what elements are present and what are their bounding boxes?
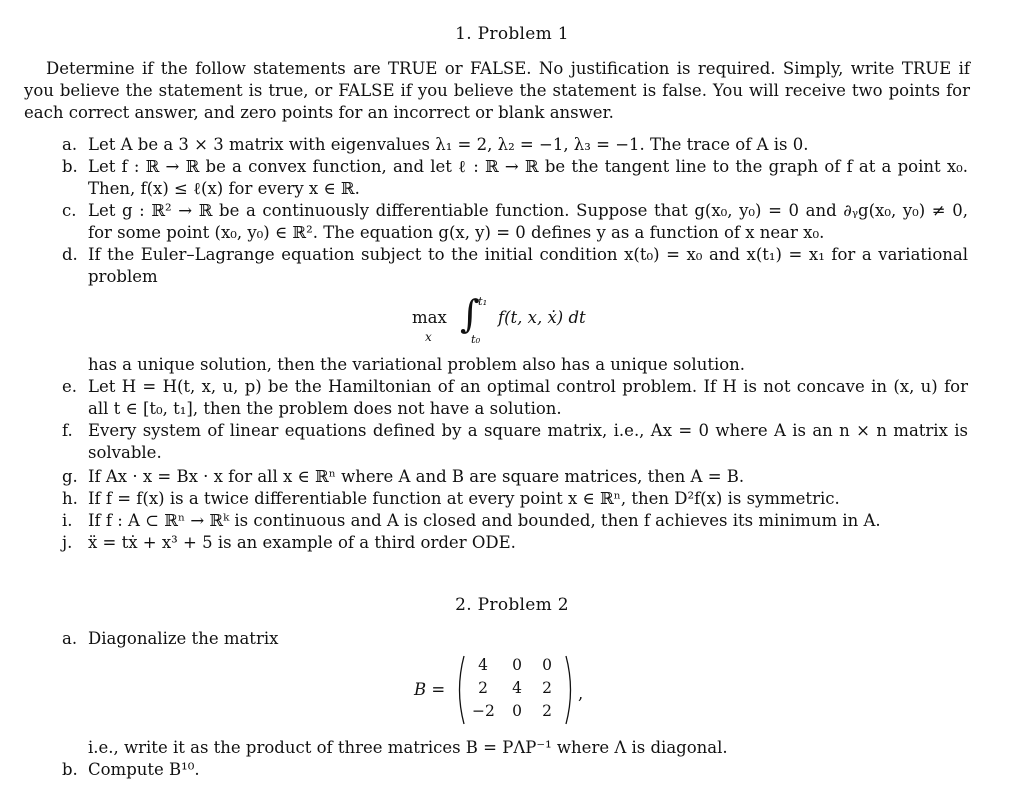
item-text: Compute B¹⁰. bbox=[88, 760, 200, 779]
item-label: c. bbox=[62, 201, 77, 220]
list-item bbox=[62, 420, 968, 464]
item-text: Let A be a 3 × 3 matrix with eigenvalues λ₁ = 2, λ₂ = −1, λ₃ = −1. The trace of A is 0. bbox=[88, 135, 809, 154]
matrix-cell: 2 bbox=[542, 702, 552, 720]
matrix-B bbox=[414, 654, 594, 726]
matrix-name: B = bbox=[414, 680, 446, 699]
list-item bbox=[62, 244, 968, 288]
right-paren bbox=[566, 656, 571, 724]
problem1-intro: Determine if the follow statements are TRUE or FALSE. No justification is required. Simply, write TRUE if you believe the statement is true, or FALSE if you believe the statement is false. You will receive two points for each correct answer, and zero points for an incorrect or blank answer. bbox=[24, 59, 970, 122]
problem2-heading: 2. Problem 2 bbox=[455, 595, 569, 615]
item-text: Let f : ℝ → ℝ be a convex function, and let ℓ : ℝ → ℝ be the tangent line to the graph of f at a point x₀. Then, f(x) ≤ ℓ(x) for every x ∈ ℝ. bbox=[88, 157, 968, 198]
item-text: If Ax · x = Bx · x for all x ∈ ℝⁿ where A and B are square matrices, then A = B. bbox=[88, 467, 745, 486]
integral-sign: ∫ bbox=[460, 292, 480, 336]
item-text: ẍ = tẋ + x³ + 5 is an example of a third order ODE. bbox=[88, 533, 516, 552]
list-item bbox=[62, 510, 968, 532]
item-label: h. bbox=[62, 489, 78, 508]
item-text: has a unique solution, then the variational problem also has a unique solution. bbox=[88, 355, 746, 374]
item-text: Diagonalize the matrix bbox=[88, 629, 279, 648]
item-text: If f = f(x) is a twice differentiable function at every point x ∈ ℝⁿ, then D²f(x) is symmetric. bbox=[88, 489, 840, 508]
item-label: e. bbox=[62, 377, 78, 396]
matrix-cell: 0 bbox=[512, 656, 522, 674]
max-operator: max bbox=[412, 308, 447, 327]
matrix-cell: −2 bbox=[472, 702, 495, 720]
variational-integral bbox=[412, 292, 612, 346]
item-text: Let H = H(t, x, u, p) be the Hamiltonian of an optimal control problem. If H is not concave in (x, u) for all t ∈ [t₀, t₁], then the problem does not have a solution. bbox=[88, 377, 968, 418]
item-text: Every system of linear equations defined by a square matrix, i.e., Ax = 0 where A is an n × n matrix is solvable. bbox=[88, 421, 968, 462]
max-variable: x bbox=[425, 330, 432, 344]
list-item bbox=[62, 466, 968, 488]
list-item bbox=[62, 354, 968, 376]
item-label: i. bbox=[62, 511, 73, 530]
item-label: a. bbox=[62, 629, 78, 648]
item-label: a. bbox=[62, 135, 78, 154]
list-item bbox=[62, 488, 968, 510]
lower-limit: t₀ bbox=[471, 332, 481, 346]
problem2-part-b bbox=[62, 759, 200, 781]
list-item bbox=[62, 134, 968, 156]
problem1-heading: 1. Problem 1 bbox=[455, 24, 569, 44]
item-label: b. bbox=[62, 760, 78, 779]
integrand: f(t, x, ẋ) dt bbox=[498, 308, 586, 327]
list-item bbox=[62, 376, 968, 420]
list-item bbox=[62, 532, 968, 554]
item-label: d. bbox=[62, 245, 78, 264]
item-label: b. bbox=[62, 157, 78, 176]
left-paren bbox=[460, 656, 465, 724]
list-item bbox=[62, 200, 968, 244]
matrix-cell: 2 bbox=[542, 679, 552, 697]
item-text: Let g : ℝ² → ℝ be a continuously differentiable function. Suppose that g(x₀, y₀) = 0 and ∂ᵧg(x₀, y₀) ≠ 0, for some point (x₀, y₀) ∈ ℝ². The equation g(x, y) = 0 defines y as a function of x near x₀. bbox=[88, 201, 968, 242]
item-label: g. bbox=[62, 467, 78, 486]
item-label: f. bbox=[62, 421, 73, 440]
matrix-trailing-comma: , bbox=[578, 684, 584, 703]
matrix-cell: 0 bbox=[512, 702, 522, 720]
item-label: j. bbox=[62, 533, 73, 552]
matrix-cell: 2 bbox=[478, 679, 488, 697]
problem2-part-a bbox=[62, 628, 278, 650]
item-text: If f : A ⊂ ℝⁿ → ℝᵏ is continuous and A is closed and bounded, then f achieves its minimum in A. bbox=[88, 511, 881, 530]
matrix-cell: 4 bbox=[512, 679, 522, 697]
matrix-cell: 0 bbox=[542, 656, 552, 674]
upper-limit: t₁ bbox=[478, 294, 488, 308]
list-item bbox=[62, 156, 968, 200]
matrix-cell: 4 bbox=[478, 656, 488, 674]
item-text: If the Euler–Lagrange equation subject to the initial condition x(t₀) = x₀ and x(t₁) = x₁ for a variational problem bbox=[88, 245, 968, 286]
problem2-ie-text: i.e., write it as the product of three matrices B = PΛP⁻¹ where Λ is diagonal. bbox=[88, 738, 728, 757]
